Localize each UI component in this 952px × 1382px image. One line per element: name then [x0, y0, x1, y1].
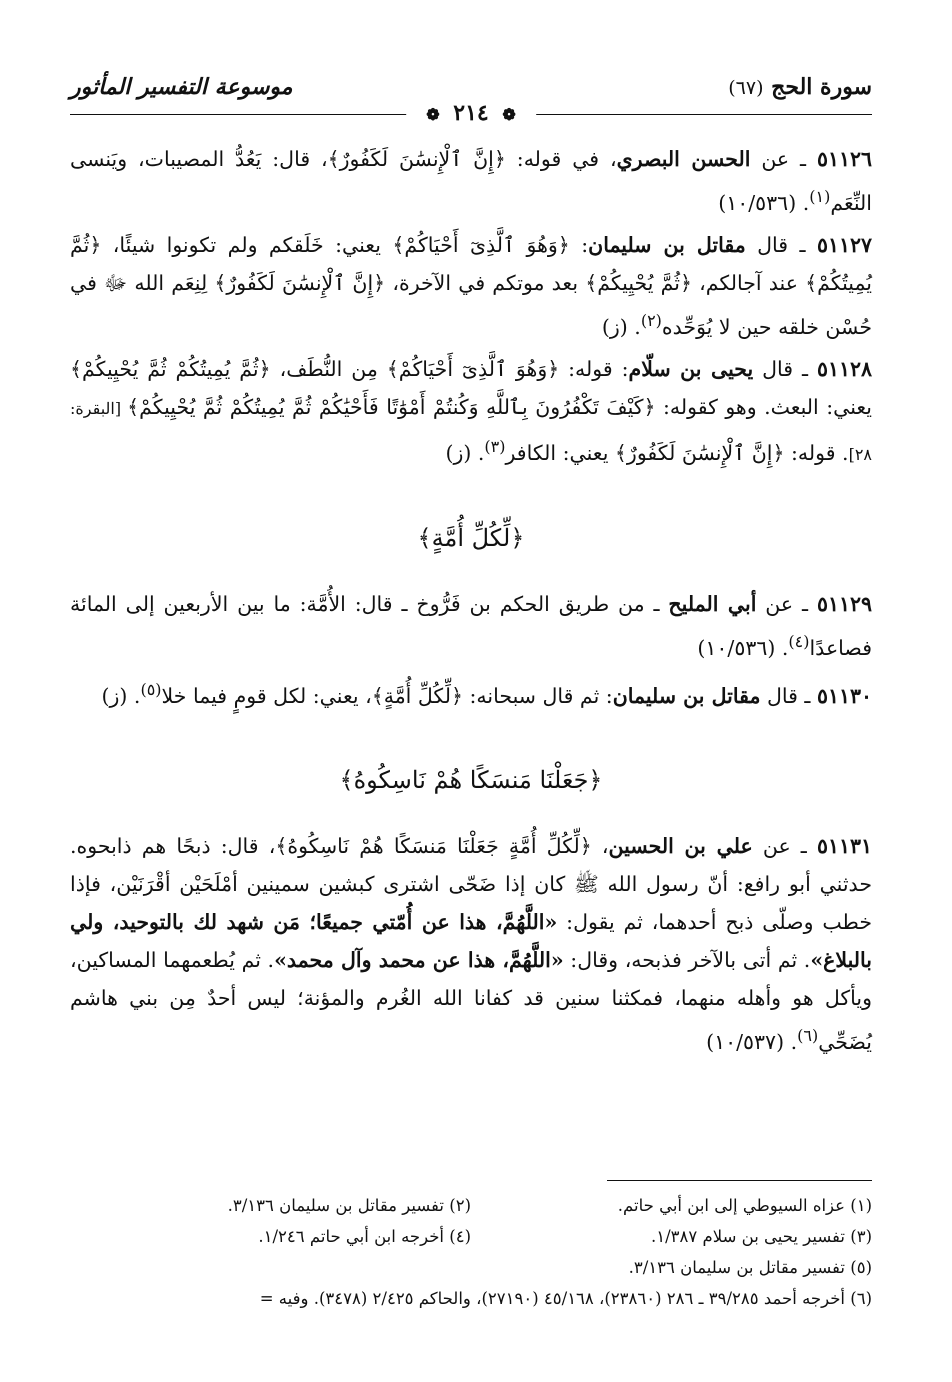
footnote-row [70, 1221, 872, 1252]
footnote-4: (٤) أخرجه ابن أبي حاتم ١/٢٤٦. [258, 1227, 471, 1246]
narrator-name: علي بن الحسين [608, 834, 753, 859]
quran-quote: ﴿وَهُوَ ٱلَّذِىٓ أَحْيَاكُمْ﴾ [392, 232, 570, 257]
quran-quote: ﴿ثُمَّ يُمِيتُكُمْ﴾ [70, 232, 873, 295]
footnote-marker: (١) [809, 187, 831, 206]
text-span: : قوله: [559, 356, 629, 381]
footnote-row [70, 1283, 872, 1314]
narrator-name: يحيى بن سلّام [628, 356, 754, 381]
quran-quote: ﴿لِّكُلِّ أُمَّةٍ جَعَلْنَا مَنسَكًا هُمْ نَاسِكُوهُ﴾ [275, 834, 592, 859]
narration-51130 [70, 671, 872, 715]
narration-number: ٥١١٣٠ [816, 684, 872, 709]
narration-number: ٥١١٢٧ [816, 232, 872, 257]
text-span: ـ عن [752, 834, 817, 859]
footnote-divider [607, 1180, 872, 1181]
main-text [70, 140, 872, 1065]
text-span: يعني: الكافر [505, 440, 615, 465]
narration-51129 [70, 585, 872, 667]
text-span: : [569, 232, 589, 257]
ornament-icon: ❁ [502, 105, 516, 124]
ornament-icon: ❁ [426, 105, 440, 124]
footnote-6: (٦) أخرجه أحمد ٣٩/٢٨٥ ـ ٢٨٦ (٢٣٨٦٠)، ٤٥/١٦٨ (٢٧١٩٠)، والحاكم ٢/٤٢٥ (٣٤٧٨). وفيه = [259, 1289, 872, 1308]
footnote-marker: (٦) [797, 1026, 819, 1046]
page-number: ٢١٤ [453, 100, 489, 126]
footnote-marker: (٢) [640, 310, 662, 330]
text-span: . ثم أتى بالآخر فذبحه، وقال: [563, 948, 811, 973]
quran-quote: ﴿إِنَّ ٱلْإِنسَٰنَ لَكَفُورٌ﴾ [614, 440, 785, 465]
narration-51128 [70, 350, 872, 474]
footnote-marker: (٤) [788, 632, 810, 652]
text-span: . ثم يُطعمهما المساكين، ويأكل هو وأهله منهما، فمكثنا سنين قد كفانا الله الغُرم والمؤنة؛ ليس أحدٌ مِن بني هاشم يُضَحِّي [70, 948, 872, 1054]
sura-title [722, 74, 872, 100]
narrator-name: الحسن البصري [616, 147, 751, 171]
text-span: ـ عن [756, 592, 817, 617]
text-span: ـ قال [760, 684, 817, 709]
sura-number: (٦٧) [728, 77, 764, 99]
text-span: بعد موتكم في الآخرة، [385, 270, 586, 295]
sura-name: سورة الحج [771, 74, 872, 100]
narrator-name: أبي المليح [668, 592, 757, 617]
footnote-2: (٢) تفسير مقاتل بن سليمان ٣/١٣٦. [227, 1196, 471, 1215]
text-span: ـ عن [750, 147, 817, 171]
text-span: ، يعني: لكل قومٍ فيما خلا [161, 684, 372, 709]
text-span: ـ من طريق الحكم بن فَرُّوخ ـ قال: الأُمَّة: ما بين الأربعين إلى المائة فصاعدًا [70, 592, 872, 661]
quran-quote: ﴿لِّكُلِّ أُمَّةٍ﴾ [371, 684, 463, 709]
source-reference: . (ز) [601, 314, 641, 339]
text-span: ـ قال [745, 232, 817, 257]
narration-51131 [70, 827, 872, 1061]
footnote-3: (٣) تفسير يحيى بن سلام ١/٣٨٧. [651, 1227, 872, 1246]
narrator-name: مقاتل بن سليمان [588, 232, 746, 257]
source-reference: . (١٠/٥٣٦) [697, 636, 789, 661]
footnote-marker: (٣) [484, 436, 506, 456]
narration-number: ٥١١٢٩ [816, 592, 872, 617]
narration-51126 [70, 140, 872, 222]
quran-quote: ﴿كَيْفَ تَكْفُرُونَ بِٱللَّهِ وَكُنتُمْ أَمْوَٰتًا فَأَحْيَٰكُمْ ثُمَّ يُمِيتُكُمْ ثُمَّ يُحْيِيكُمْ﴾ [127, 394, 656, 419]
quran-quote: ﴿ثُمَّ يُمِيتُكُمْ ثُمَّ يُحْيِيكُمْ﴾ [70, 356, 271, 381]
source-reference: . (ز) [101, 684, 141, 709]
text-span: ـ قال [753, 356, 817, 381]
footnote-marker: (٥) [140, 680, 162, 700]
source-reference: . (١٠/٥٣٦) [718, 190, 810, 215]
text-span: . قوله: [784, 440, 849, 465]
text-span: ، في قوله: [505, 147, 617, 171]
source-reference: . (١٠/٥٣٧) [706, 1029, 798, 1054]
text-span: مِن النُّطَف، [270, 356, 387, 381]
text-span: ، قال: ذبحًا هم ذابحوه. حدثني أبو رافع: أنّ رسول الله ﷺ كان إذا ضَحّى اشترى كبشين سمينين أمْلَحَيْن أقْرَنَيْن، فإذا خطب وصلّى ذبح أحدهما، ثم يقول: [70, 834, 873, 935]
quran-quote: ﴿وَهُوَ ٱلَّذِىٓ أَحْيَاكُمْ﴾ [386, 356, 560, 381]
section-heading: ﴿لِّكُلِّ أُمَّةٍ﴾ [417, 524, 525, 553]
source-reference: . (ز) [445, 440, 485, 465]
text-span: عند آجالكم، [692, 270, 806, 295]
page-header [70, 70, 872, 130]
section-heading: ﴿جَعَلْنَا مَنسَكًا هُمْ نَاسِكُوهُ﴾ [339, 766, 603, 795]
footnote-row [70, 1190, 872, 1221]
footnote-1: (١) عزاه السيوطي إلى ابن أبي حاتم. [617, 1196, 872, 1215]
text-span: : ثم قال سبحانه: [463, 684, 613, 709]
narration-number: ٥١١٢٨ [816, 356, 873, 381]
text-span: ، قال: يَعُدُّ المصيبات، ويَنسى النِّعَم [70, 147, 872, 215]
quran-quote: ﴿إِنَّ ٱلْإِنسَٰنَ لَكَفُورٌ﴾ [214, 270, 386, 295]
quran-quote: ﴿إِنَّ ٱلْإِنسَٰنَ لَكَفُورٌ﴾ [327, 147, 506, 171]
narrator-name: مقاتل بن سليمان [612, 684, 761, 709]
book-title: موسوعة التفسير المأثور [70, 74, 293, 100]
text-span: يعني: خَلَقكم ولم تكونوا شيئًا، [101, 232, 393, 257]
footnotes [70, 1190, 872, 1314]
hadith-quote: «اللَّهُمَّ، هذا عن محمد وآل محمد» [274, 948, 564, 973]
footnote-5: (٥) تفسير مقاتل بن سليمان ٣/١٣٦. [628, 1258, 872, 1277]
narration-number: ٥١١٢٦ [816, 147, 872, 171]
quran-quote: ﴿ثُمَّ يُحْيِيكُمْ﴾ [585, 270, 693, 295]
page-number-block [406, 100, 536, 126]
surah-reference: [البقرة: ٢٨] [70, 398, 872, 464]
hadith-quote: «اللَّهُمَّ، هذا عن أُمّتي جميعًا؛ مَن شهد لك بالتوحيد، ولي بالبلاغ» [70, 910, 872, 973]
narration-number: ٥١١٣١ [816, 834, 872, 859]
text-span: لِنِعَم الله ﷻ في حُسْن خلقه حين لا يُوَحِّده [70, 270, 872, 339]
narration-51127 [70, 226, 872, 346]
text-span: يعني: البعث. وهو كقوله: [655, 394, 872, 419]
footnote-row [70, 1252, 872, 1283]
text-span: ، [591, 834, 609, 859]
